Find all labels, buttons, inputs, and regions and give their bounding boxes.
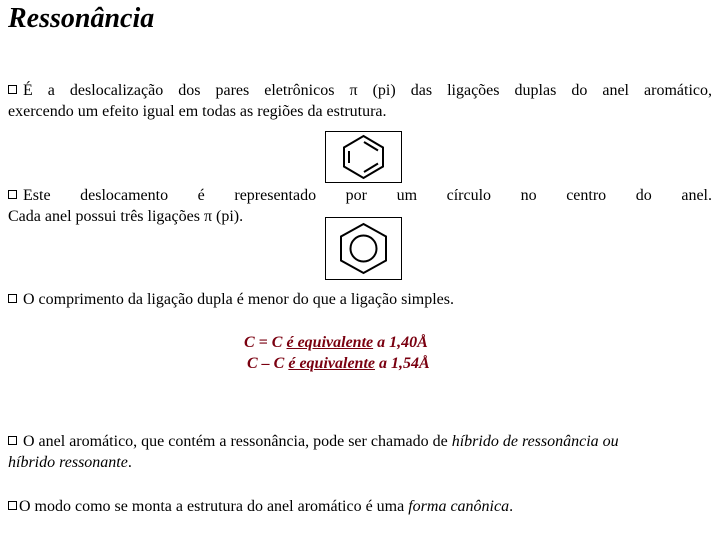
checkbox-bullet-icon	[8, 294, 17, 303]
paragraph-text: exercendo um efeito igual em todas as regiões da estrutura.	[8, 103, 387, 120]
paragraph-text: É a deslocalização dos pares eletrônicos π (pi) das ligações duplas do anel aromático,	[23, 82, 712, 99]
checkbox-bullet-icon	[8, 190, 17, 199]
checkbox-bullet-icon	[8, 436, 17, 445]
equation-double-bond: C = C é equivalente a 1,40Å	[244, 334, 428, 351]
benzene-kekule-structure	[325, 131, 402, 183]
paragraph-text: Este deslocamento é representado por um círculo no centro do anel.	[23, 187, 712, 204]
paragraph-delocalization	[8, 80, 712, 122]
equation-single-bond: C – C é equivalente a 1,54Å	[247, 355, 430, 372]
paragraph-bond-length	[8, 289, 712, 310]
paragraph-hybrid: O anel aromático, que contém a ressonância, pode ser chamado de híbrido de ressonância ou híbrido ressonante.	[8, 433, 619, 471]
checkbox-bullet-icon	[8, 501, 17, 510]
paragraph-text: Cada anel possui três ligações π (pi).	[8, 208, 244, 225]
paragraph-text: O comprimento da ligação dupla é menor do que a ligação simples.	[23, 291, 454, 308]
checkbox-bullet-icon	[8, 85, 17, 94]
page-title: Ressonância	[8, 3, 155, 34]
benzene-circle-structure	[325, 217, 402, 280]
paragraph-canonical: O modo como se monta a estrutura do anel aromático é uma forma canônica.	[8, 496, 712, 517]
